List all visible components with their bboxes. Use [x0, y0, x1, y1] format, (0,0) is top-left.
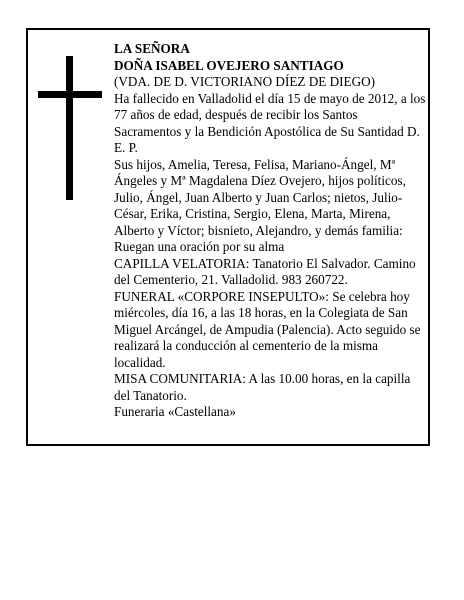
funeral-home: Funeraria «Castellana»: [114, 404, 236, 419]
death-announcement: Ha fallecido en Valladolid el día 15 de mayo de 2012, a los 77 años de edad, después de recibir los Santos Sacramentos y la Bendición Apostólica de Su Santidad D. E. P.: [114, 90, 426, 155]
cross-horizontal-bar: [38, 91, 102, 98]
mass-info: MISA COMUNITARIA: A las 10.00 horas, en la capilla del Tanatorio.: [114, 371, 411, 403]
notice-title: LA SEÑORA: [114, 41, 190, 56]
chapel-info: CAPILLA VELATORIA: Tanatorio El Salvador. Camino del Cementerio, 21. Valladolid. 983 260722.: [114, 255, 416, 287]
widow-line: (VDA. DE D. VICTORIANO DÍEZ DE DIEGO): [114, 74, 376, 89]
cross-icon: [38, 56, 102, 200]
prayer-request: Ruegan una oración por su alma: [114, 239, 285, 254]
deceased-name: DOÑA ISABEL OVEJERO SANTIAGO: [114, 57, 344, 73]
funeral-info: FUNERAL «CORPORE INSEPULTO»: Se celebra hoy miércoles, día 16, a las 18 horas, en la Colegiata de San Miguel Arcángel, de Ampudia (Palencia). Acto seguido se realizará la conducción al cementerio de la misma localidad.: [114, 288, 421, 370]
notice-text: [114, 41, 428, 421]
family-list: Sus hijos, Amelia, Teresa, Felisa, Mariano-Ángel, Mª Ángeles y Mª Magdalena Díez Ovejero, hijos políticos, Julio, Ángel, Juan Alberto y Juan Carlos; nietos, Julio-César, Erika, Cristina, Sergio, Elena, Marta, Mirena, Alberto y Víctor; bisnieto, Alejandro, y demás familia:: [114, 156, 406, 238]
obituary-notice: [26, 28, 430, 446]
cross-vertical-bar: [66, 56, 73, 200]
